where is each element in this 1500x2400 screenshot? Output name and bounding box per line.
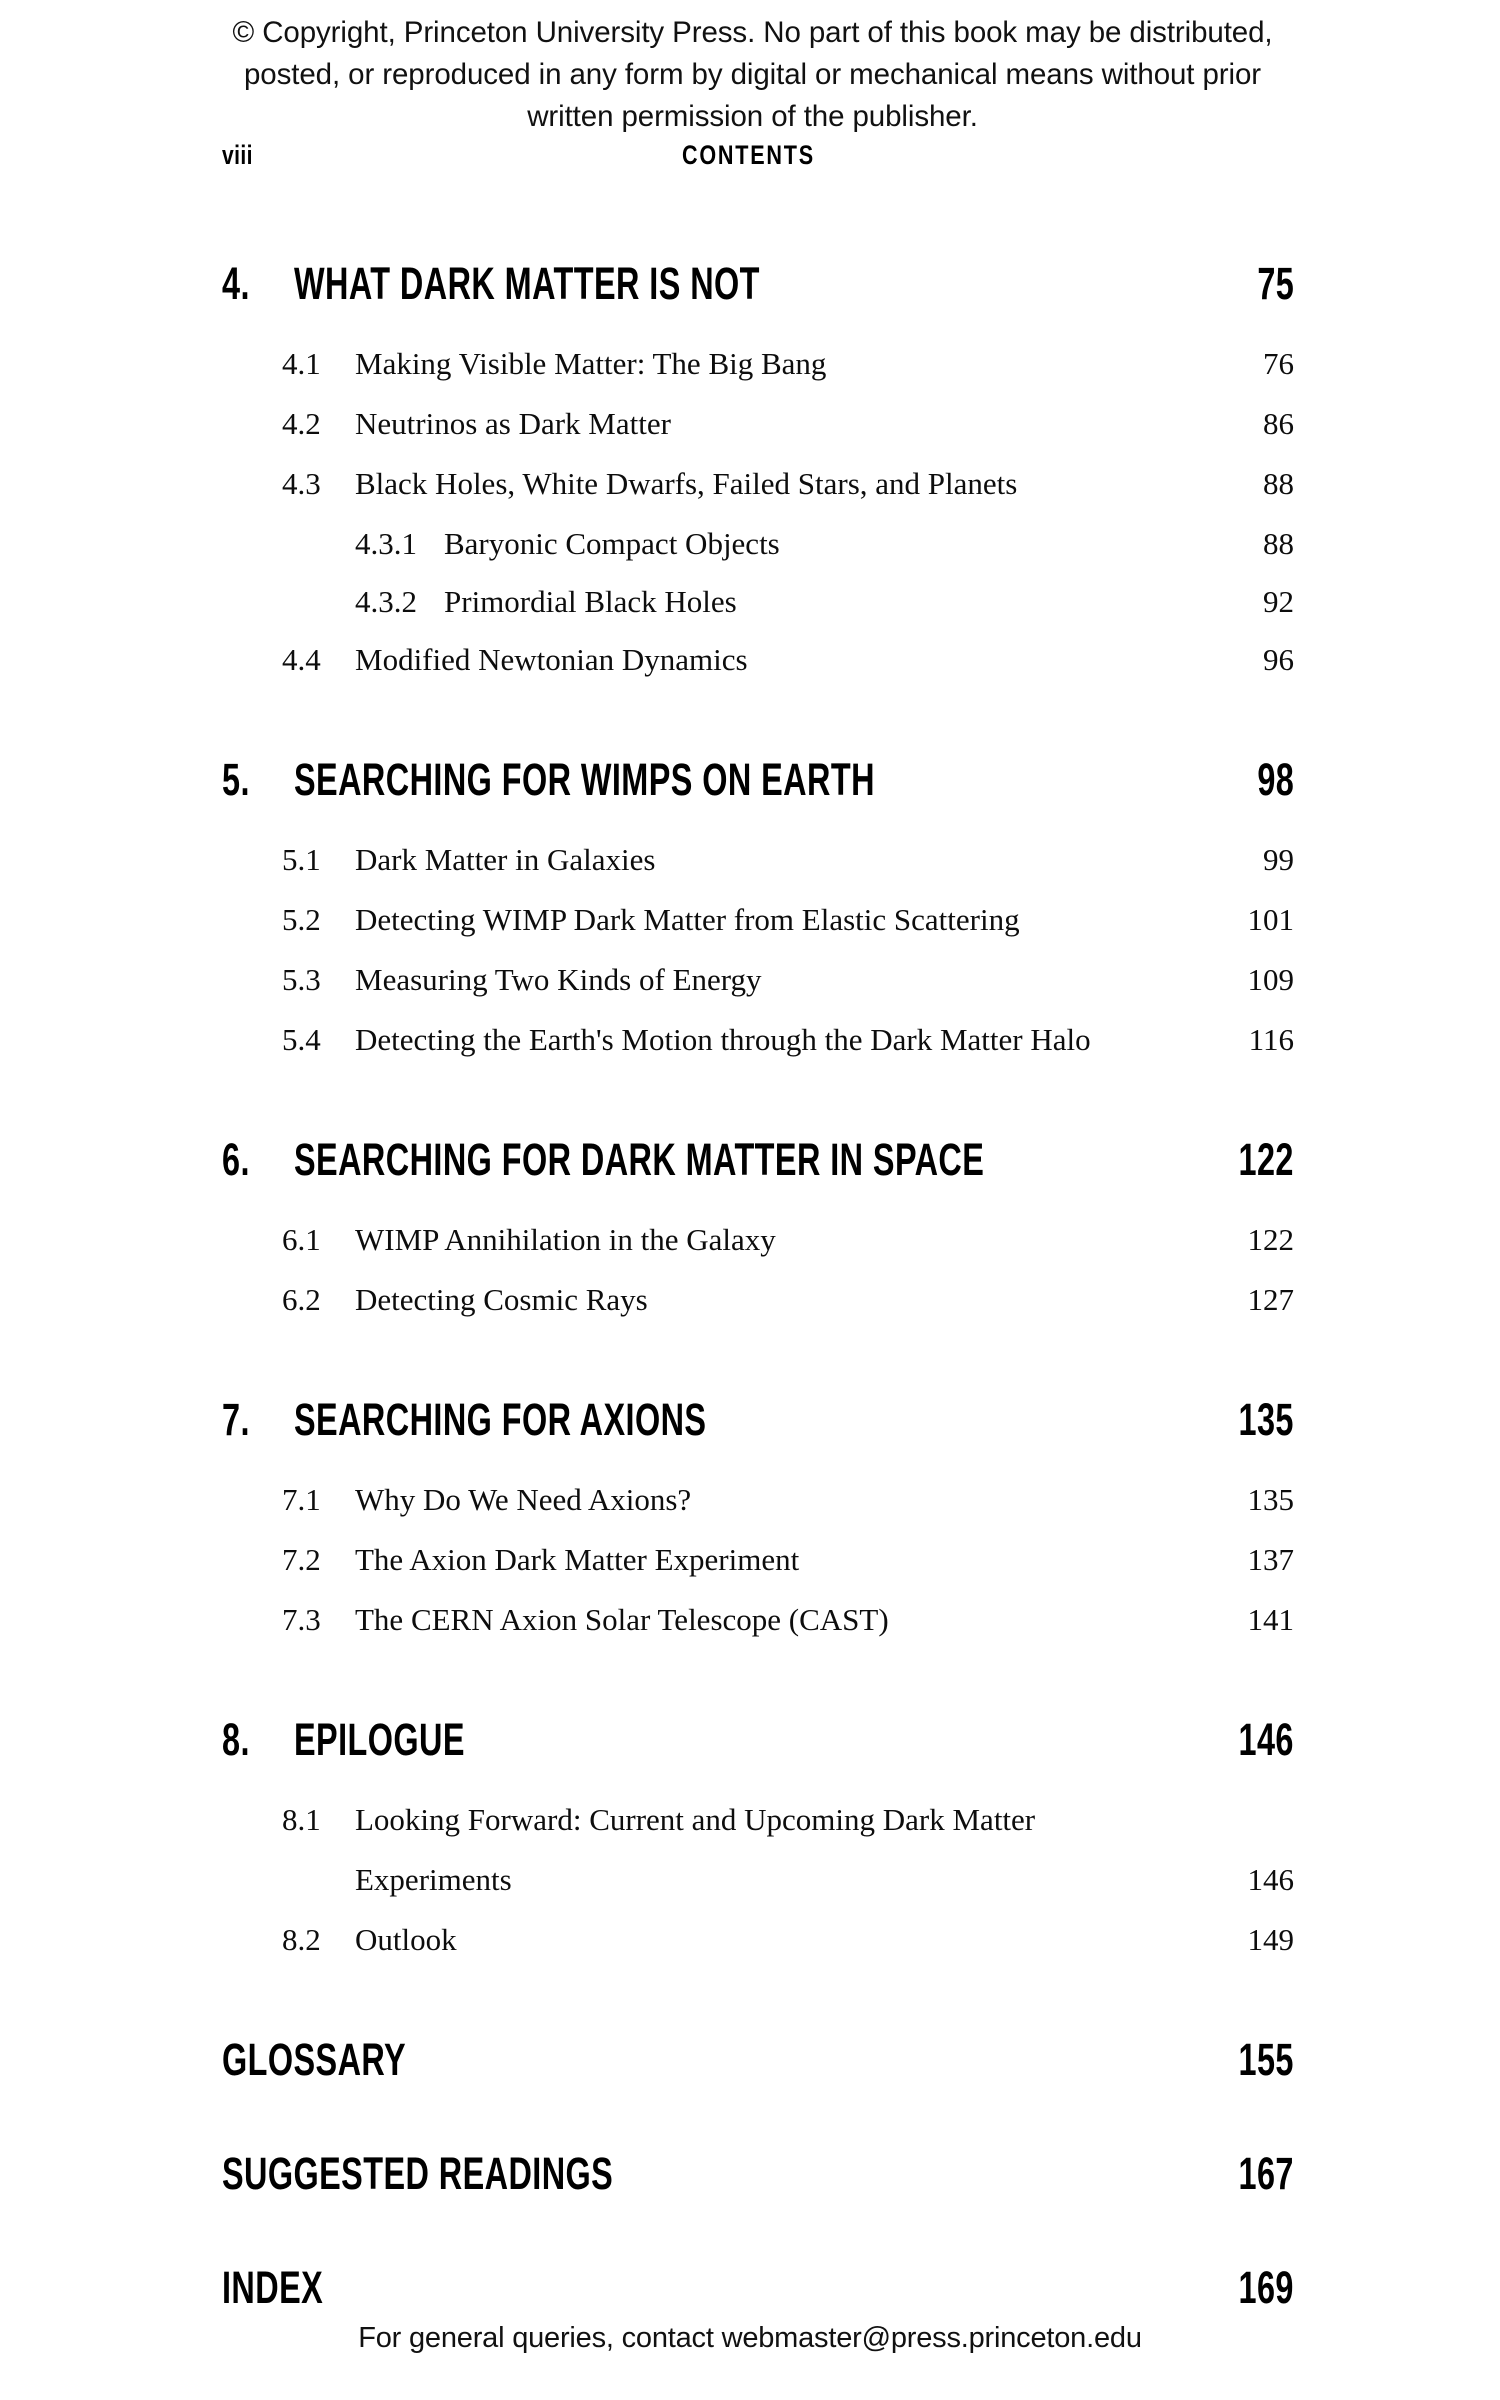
toc-section-row[interactable] [222,1800,1294,1860]
toc-entry-page-number: 88 [1263,526,1294,561]
toc-entry-number: 7.1 [282,1482,321,1517]
toc-entry-page-number: 146 [1247,1862,1294,1897]
page-folio: viii [222,140,253,170]
toc-section-row[interactable] [222,1020,1294,1080]
toc-entry-label[interactable]: Detecting Cosmic Rays [355,1282,648,1317]
spacer [222,1980,1294,2034]
toc-entry-page-number: 146 [1238,1714,1294,1765]
spacer [222,700,1294,754]
toc-section-row[interactable] [222,1220,1294,1280]
toc-entry-label[interactable]: WIMP Annihilation in the Galaxy [355,1222,776,1257]
toc-chapter-row[interactable] [222,1394,1294,1480]
toc-entry-number: 7. [222,1394,250,1445]
toc-section-row[interactable] [222,840,1294,900]
toc-entry-label[interactable]: Detecting WIMP Dark Matter from Elastic Scattering [355,902,1020,937]
toc-entry-page-number: 92 [1263,584,1294,619]
toc-entry-label[interactable]: Making Visible Matter: The Big Bang [355,346,827,381]
toc-entry-number: 6.1 [282,1222,321,1257]
toc-entry-label[interactable]: Modified Newtonian Dynamics [355,642,748,677]
toc-entry-number: 5. [222,754,250,805]
toc-entry-page-number: 155 [1238,2034,1294,2085]
toc-entry-number: 5.4 [282,1022,321,1057]
toc-chapter-row[interactable] [222,258,1294,344]
toc-entry-number: 4.3.1 [355,526,417,561]
table-of-contents [222,258,1294,2358]
toc-section-row[interactable] [222,900,1294,960]
toc-section-row[interactable] [222,1600,1294,1660]
toc-entry-number: 4. [222,258,250,309]
toc-entry-label[interactable]: SUGGESTED READINGS [222,2148,614,2199]
toc-entry-label[interactable]: Baryonic Compact Objects [444,526,780,561]
toc-entry-label[interactable]: Primordial Black Holes [444,584,737,619]
toc-entry-label[interactable]: SEARCHING FOR AXIONS [294,1394,707,1445]
toc-entry-page-number: 109 [1247,962,1294,997]
toc-entry-label[interactable]: GLOSSARY [222,2034,407,2085]
toc-entry-page-number: 98 [1257,754,1294,805]
toc-entry-page-number: 135 [1247,1482,1294,1517]
toc-entry-label[interactable]: Why Do We Need Axions? [355,1482,692,1517]
toc-entry-number: 6. [222,1134,250,1185]
toc-section-row[interactable] [222,1920,1294,1980]
toc-backmatter-row[interactable] [222,2034,1294,2130]
toc-entry-label[interactable]: The Axion Dark Matter Experiment [355,1542,800,1577]
copyright-notice: © Copyright, Princeton University Press. No part of this book may be distributed, posted, or reproduced in any form by digital or mechanical means without prior written permission of the publisher. [232,16,1273,133]
toc-entry-number: 4.1 [282,346,321,381]
toc-entry-label[interactable]: Black Holes, White Dwarfs, Failed Stars, and Planets [355,466,1018,501]
toc-section-row[interactable] [222,640,1294,700]
toc-entry-page-number: 116 [1248,1022,1294,1057]
toc-entry-number: 4.2 [282,406,321,441]
toc-entry-page-number: 167 [1238,2148,1294,2199]
toc-entry-page-number: 88 [1263,466,1294,501]
toc-section-row[interactable] [222,464,1294,524]
toc-entry-label[interactable]: EPILOGUE [294,1714,465,1765]
toc-entry-number: 4.3.2 [355,584,417,619]
toc-entry-number: 7.3 [282,1602,321,1637]
toc-subsection-row[interactable] [222,582,1294,640]
toc-section-row[interactable] [222,960,1294,1020]
toc-entry-label[interactable]: Dark Matter in Galaxies [355,842,656,877]
toc-entry-number: 8.2 [282,1922,321,1957]
toc-entry-page-number: 96 [1263,642,1294,677]
toc-entry-page-number: 141 [1247,1602,1294,1637]
toc-entry-label[interactable]: INDEX [222,2262,324,2313]
toc-entry-page-number: 101 [1247,902,1294,937]
toc-entry-label[interactable]: Detecting the Earth's Motion through the Dark Matter Halo [355,1022,1091,1057]
toc-entry-number: 5.1 [282,842,321,877]
toc-entry-label[interactable]: Neutrinos as Dark Matter [355,406,671,441]
toc-entry-label[interactable]: SEARCHING FOR WIMPS ON EARTH [294,754,875,805]
toc-entry-number: 7.2 [282,1542,321,1577]
toc-section-row[interactable] [222,1480,1294,1540]
toc-entry-page-number: 149 [1247,1922,1294,1957]
page-title: CONTENTS [682,140,815,170]
spacer [222,2244,1294,2262]
toc-entry-number: 4.3 [282,466,321,501]
toc-entry-page-number: 86 [1263,406,1294,441]
toc-entry-label[interactable]: Outlook [355,1922,457,1957]
footer-notice: For general queries, contact webmaster@press.princeton.edu [358,2322,1142,2354]
toc-entry-page-number: 99 [1263,842,1294,877]
toc-section-row[interactable] [222,1540,1294,1600]
spacer [222,1660,1294,1714]
toc-entry-page-number: 122 [1238,1134,1294,1185]
toc-entry-label[interactable]: SEARCHING FOR DARK MATTER IN SPACE [294,1134,985,1185]
toc-entry-number: 4.4 [282,642,321,677]
toc-entry-number: 8. [222,1714,250,1765]
toc-subsection-row[interactable] [222,524,1294,582]
spacer [222,2130,1294,2148]
toc-chapter-row[interactable] [222,754,1294,840]
toc-chapter-row[interactable] [222,1714,1294,1800]
toc-entry-label[interactable]: Looking Forward: Current and Upcoming Dark Matter [355,1802,1036,1837]
spacer [222,1080,1294,1134]
toc-entry-page-number: 137 [1247,1542,1294,1577]
toc-entry-page-number: 76 [1263,346,1294,381]
toc-entry-number: 6.2 [282,1282,321,1317]
toc-section-row[interactable] [222,344,1294,404]
toc-entry-number: 5.3 [282,962,321,997]
toc-entry-page-number: 122 [1247,1222,1294,1257]
toc-section-row[interactable] [222,404,1294,464]
toc-entry-page-number: 127 [1247,1282,1294,1317]
toc-entry-label[interactable]: WHAT DARK MATTER IS NOT [294,258,760,309]
toc-entry-page-number: 135 [1238,1394,1294,1445]
toc-entry-label[interactable]: Experiments [355,1862,512,1897]
toc-entry-number: 5.2 [282,902,321,937]
toc-section-row[interactable] [222,1280,1294,1340]
toc-entry-number: 8.1 [282,1802,321,1837]
toc-entry-label[interactable]: The CERN Axion Solar Telescope (CAST) [355,1602,889,1637]
running-head [222,140,1292,182]
toc-entry-label[interactable]: Measuring Two Kinds of Energy [355,962,762,997]
toc-entry-page-number: 75 [1257,258,1294,309]
toc-chapter-row[interactable] [222,1134,1294,1220]
toc-entry-page-number: 169 [1238,2262,1294,2313]
spacer [222,1340,1294,1394]
toc-backmatter-row[interactable] [222,2148,1294,2244]
toc-continuation-row[interactable] [222,1860,1294,1920]
